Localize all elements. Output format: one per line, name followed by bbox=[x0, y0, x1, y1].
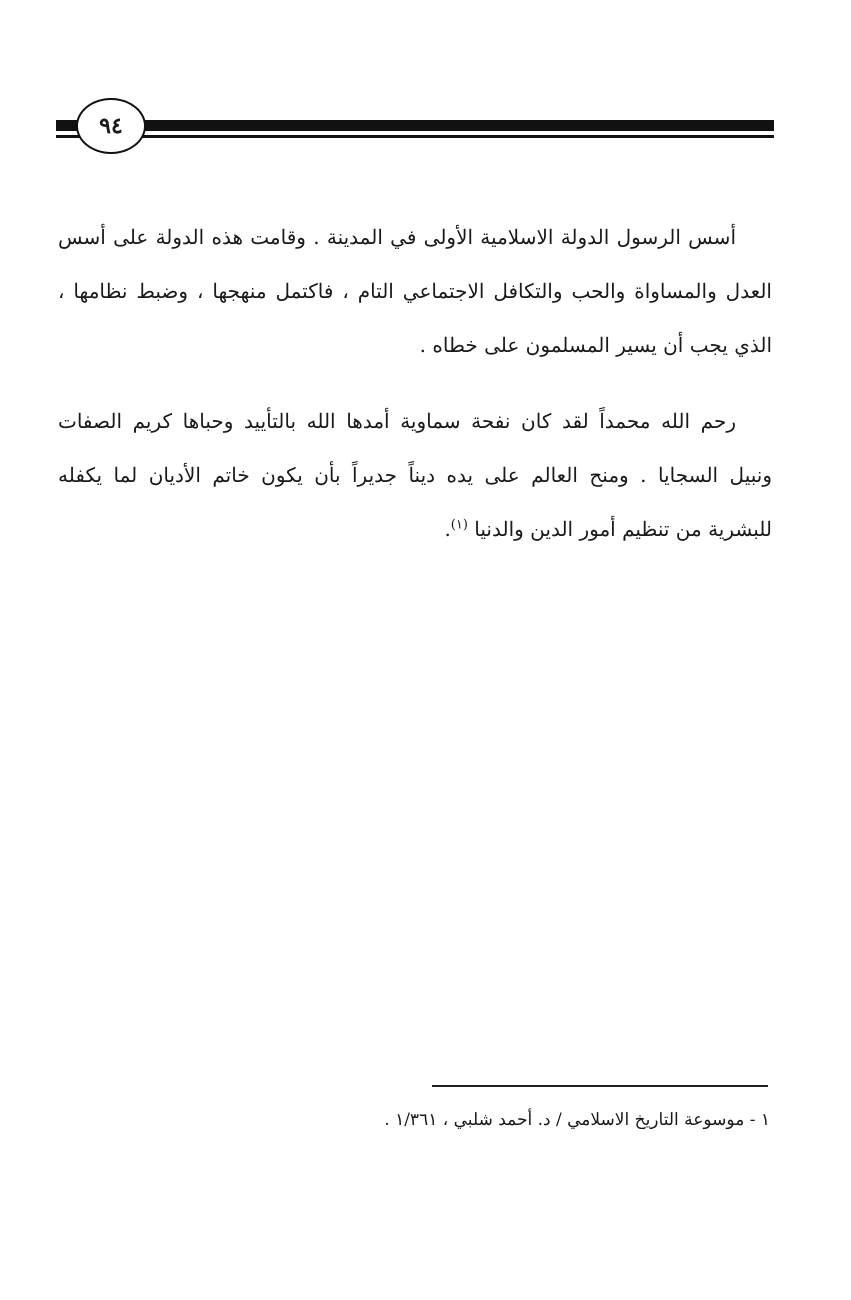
body-text bbox=[58, 210, 772, 556]
paragraph-2 bbox=[58, 394, 772, 556]
footnote-separator bbox=[432, 1085, 768, 1087]
footnote-1: ١ - موسوعة التاريخ الاسلامي / د. أحمد شلبي ، ١/٣٦١ . bbox=[384, 1110, 770, 1130]
header-rule-thin bbox=[56, 135, 774, 138]
text-line: أسس الرسول الدولة الاسلامية الأولى في المدينة . وقامت هذه الدولة على أسس bbox=[58, 225, 736, 249]
text-line: الذي يجب أن يسير المسلمون على خطاه . bbox=[419, 333, 772, 357]
header-rule-thick bbox=[56, 120, 774, 131]
text-line-with-footnote bbox=[58, 502, 772, 556]
end-punctuation: . bbox=[444, 517, 451, 541]
text-line: للبشرية من تنظيم أمور الدين والدنيا bbox=[474, 517, 772, 541]
footnote-marker: (١) bbox=[450, 517, 468, 533]
page-number: ٩٤ bbox=[99, 113, 123, 139]
text-line: ونبيل السجايا . ومنح العالم على يده ديناً جديراً بأن يكون خاتم الأديان لما يكفله bbox=[58, 463, 772, 487]
page-header bbox=[56, 96, 774, 162]
paragraph-1 bbox=[58, 210, 772, 372]
text-line: العدل والمساواة والحب والتكافل الاجتماعي التام ، فاكتمل منهجها ، وضبط نظامها ، bbox=[58, 279, 772, 303]
text-line: رحم الله محمداً لقد كان نفحة سماوية أمدها الله بالتأييد وحباها كريم الصفات bbox=[58, 409, 736, 433]
page-number-badge bbox=[76, 98, 146, 154]
